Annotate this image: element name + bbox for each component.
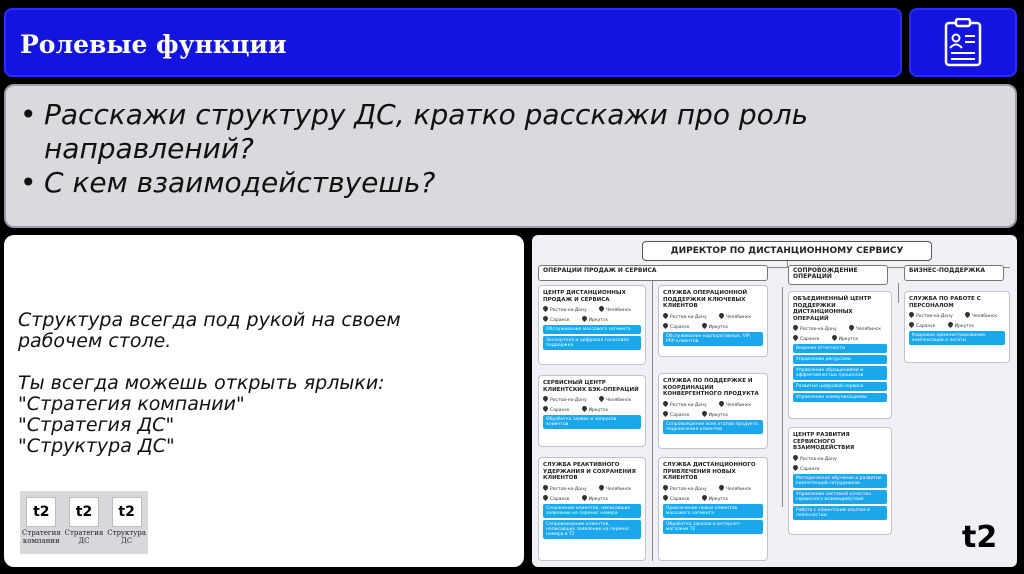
shortcut-name: "Стратегия компании" <box>18 393 245 415</box>
org-unit: ЦЕНТР РАЗВИТИЯ СЕРВИСНОГО ВЗАИМОДЕЙСТВИЯ Ростов-на-Дону Саранск Методическое обучение и развитие компетенций сотрудников Управление системой качества сервисного взаимодействия Работа с клиентским опытом и лояльностью <box>788 427 892 535</box>
org-column-head: БИЗНЕС-ПОДДЕРЖКА <box>904 265 1004 281</box>
clipboard-badge-icon <box>943 18 983 68</box>
desktop-shortcuts <box>20 491 148 554</box>
t2-icon: t2 <box>69 497 99 527</box>
org-root: ДИРЕКТОР ПО ДИСТАНЦИОННОМУ СЕРВИСУ <box>642 241 932 261</box>
info-line: Ты всегда можешь открыть ярлыки: <box>18 372 385 394</box>
org-column-head: ОПЕРАЦИИ ПРОДАЖ И СЕРВИСА <box>538 265 768 281</box>
slide-title: Ролевые функции <box>20 30 287 59</box>
info-text <box>18 310 488 457</box>
question-text: Расскажи структуру ДС, кратко расскажи про роль направлений? <box>44 98 809 165</box>
question-item <box>20 98 1001 166</box>
bullet: • <box>20 98 37 131</box>
org-unit: ОБЪЕДИНЕННЫЙ ЦЕНТР ПОДДЕРЖКИ ДИСТАНЦИОННЫХ ОПЕРАЦИЙ Ростов-на-Дону Челябинск Саранск Иркутск Ведение отчетности Управление ресурсами Управление обращениями и эффективностью процессов Развитие цифровой сервиса Управление коммуникациями <box>788 291 892 419</box>
question-text: С кем взаимодействуешь? <box>44 166 436 199</box>
shortcut-name: "Стратегия ДС" <box>18 414 175 436</box>
shortcut-label: Стратегия компании <box>22 529 61 545</box>
bullet: • <box>20 166 37 199</box>
question-item <box>20 166 1001 200</box>
org-unit: СЛУЖБА РЕАКТИВНОГО УДЕРЖАНИЯ И СОХРАНЕНИЯ КЛИЕНТОВ Ростов-на-Дону Челябинск Саранск Иркутск Сохранение клиентов, написавших заявление на перенос номера Сопровождение клиентов, написавших заявление на перенос номера в T2 <box>538 457 646 561</box>
shortcut-label: Структура ДС <box>107 529 147 545</box>
org-unit: СЕРВИСНЫЙ ЦЕНТР КЛИЕНТСКИХ БЭК-ОПЕРАЦИЙ Ростов-на-Дону Челябинск Саранск Иркутск Обработка заявок и запросов клиентов <box>538 375 646 447</box>
org-chart-image <box>532 235 1017 567</box>
org-column-head: СОПРОВОЖДЕНИЕ ОПЕРАЦИЙ <box>788 265 888 285</box>
org-unit: СЛУЖБА ПО РАБОТЕ С ПЕРСОНАЛОМ Ростов-на-Дону Челябинск Саранск Иркутск Кадровое администрирование, компенсации и льготы <box>904 291 1010 363</box>
org-unit: ЦЕНТР ДИСТАНЦИОННЫХ ПРОДАЖ И СЕРВИСА Ростов-на-Дону Челябинск Саранск Иркутск Обслуживание массового сегмента Экспертная и цифровая голосовая поддержка <box>538 285 646 365</box>
shortcut-strategy-ds[interactable] <box>65 497 103 554</box>
info-line: Структура всегда под рукой на своем рабочем столе. <box>18 309 401 352</box>
org-unit: СЛУЖБА ПО ПОДДЕРЖКЕ И КООРДИНАЦИИ КОНВЕРГЕНТНОГО ПРОДУКТА Ростов-на-Дону Челябинск Саранск Иркутск Сопровождение всех этапов продукта подключения клиентов <box>658 373 768 449</box>
shortcut-name: "Структура ДС" <box>18 435 175 457</box>
org-unit: СЛУЖБА ОПЕРАЦИОННОЙ ПОДДЕРЖКИ КЛЮЧЕВЫХ КЛИЕНТОВ Ростов-на-Дону Челябинск Саранск Иркутск Обслуживание корпоративных, VIP, PRP клиентов <box>658 285 768 357</box>
t2-icon: t2 <box>112 497 142 527</box>
shortcut-structure-ds[interactable] <box>108 497 146 554</box>
clipboard-badge-button[interactable] <box>909 8 1017 77</box>
t2-icon: t2 <box>26 497 56 527</box>
shortcut-label: Стратегия ДС <box>64 529 104 545</box>
org-unit: СЛУЖБА ДИСТАНЦИОННОГО ПРИВЛЕЧЕНИЯ НОВЫХ КЛИЕНТОВ Ростов-на-Дону Челябинск Саранск Иркутск Привлечение новых клиентов массового сегмента Обработка заказов в интернет-магазине T2 <box>658 457 768 561</box>
title-bar <box>4 8 902 77</box>
t2-logo: t2 <box>962 520 998 555</box>
questions-box <box>4 84 1017 228</box>
shortcut-strategy-company[interactable] <box>22 497 60 554</box>
